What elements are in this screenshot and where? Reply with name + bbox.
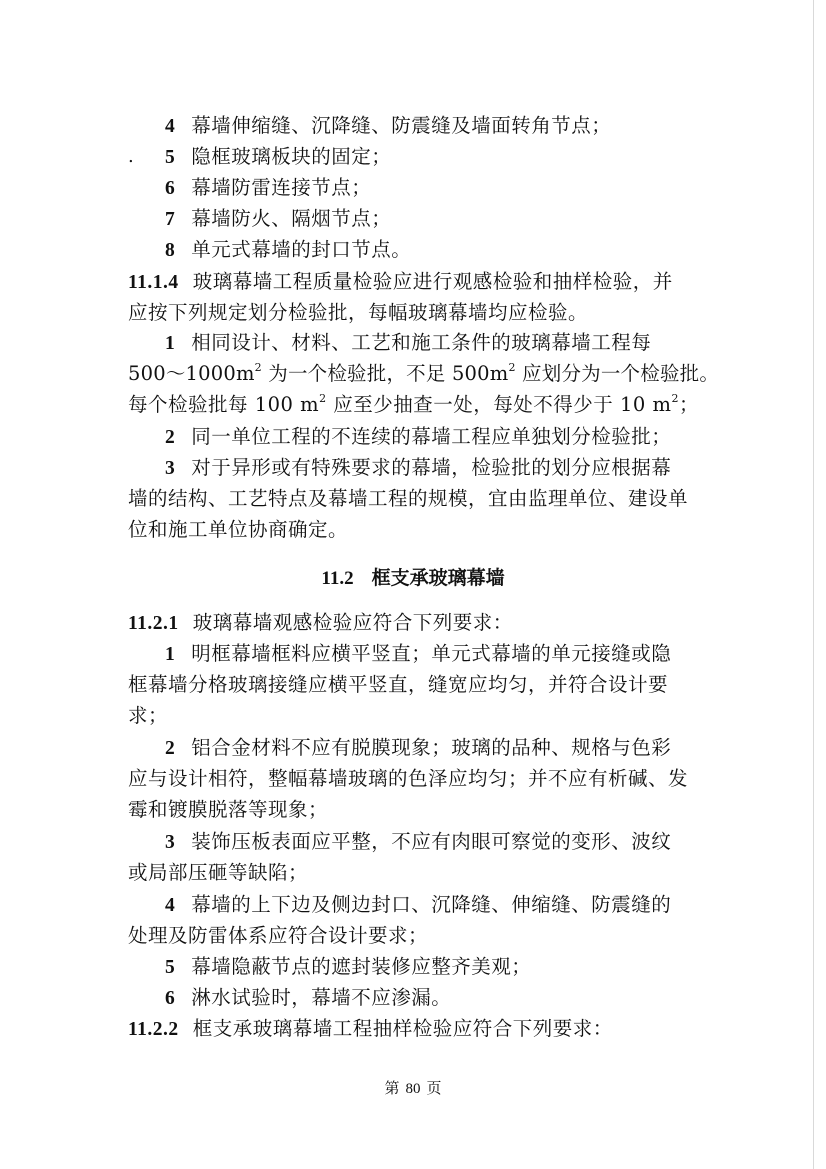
list-item bbox=[165, 950, 720, 984]
superscript: 2 bbox=[254, 360, 262, 374]
item-number: 3 bbox=[165, 458, 176, 479]
paragraph-line: 框幕墙分格玻璃接缝应横平竖直，缝宽应均匀，并符合设计要 bbox=[128, 673, 669, 696]
paragraph-line: 位和施工单位协商确定。 bbox=[128, 518, 349, 541]
clause-11-2-1 bbox=[128, 606, 718, 640]
item-text: 铝合金材料不应有脱膜现象；玻璃的品种、规格与色彩 bbox=[191, 736, 672, 759]
clause-text: 玻璃幕墙工程质量检验应进行观感检验和抽样检验，并 bbox=[192, 270, 673, 293]
list-item bbox=[165, 731, 720, 765]
list-item bbox=[165, 451, 720, 485]
item-number: 4 bbox=[165, 116, 176, 137]
item-number: 1 bbox=[165, 333, 176, 354]
item-text: 相同设计、材料、工艺和施工条件的玻璃幕墙工程每 bbox=[191, 331, 652, 354]
superscript: 2 bbox=[508, 360, 516, 374]
item-number: 1 bbox=[165, 644, 176, 665]
item-text: 对于异形或有特殊要求的幕墙，检验批的划分应根据幕 bbox=[191, 456, 672, 479]
text-run: 应至少抽查一处，每处不得少于 10 m bbox=[326, 393, 672, 416]
text-run: 应划分为一个检验批。 bbox=[515, 362, 720, 385]
item-number: 3 bbox=[165, 832, 176, 853]
item-text: 幕墙防火、隔烟节点； bbox=[191, 207, 392, 230]
list-item bbox=[165, 109, 720, 143]
item-number: 5 bbox=[165, 147, 176, 168]
clause-11-1-4 bbox=[128, 265, 718, 299]
clause-text: 玻璃幕墙观感检验应符合下列要求： bbox=[192, 611, 513, 634]
list-item bbox=[165, 981, 720, 1015]
clause-number: 11.2.1 bbox=[128, 613, 179, 634]
list-item bbox=[165, 202, 720, 236]
paragraph-line: 应与设计相符，整幅幕墙玻璃的色泽应均匀；并不应有析碱、发 bbox=[128, 767, 689, 790]
paragraph-line: 应按下列规定划分检验批，每幅玻璃幕墙均应检验。 bbox=[128, 301, 589, 324]
clause-11-2-2 bbox=[128, 1012, 718, 1046]
margin-mark: . bbox=[128, 146, 134, 167]
item-number: 7 bbox=[165, 209, 176, 230]
section-title: 框支承玻璃幕墙 bbox=[371, 567, 505, 589]
item-text: 淋水试验时，幕墙不应渗漏。 bbox=[191, 986, 452, 1009]
item-number: 4 bbox=[165, 895, 176, 916]
text-run: 每个检验批每 100 m bbox=[128, 393, 320, 416]
item-number: 2 bbox=[165, 427, 176, 448]
list-item bbox=[165, 233, 720, 267]
list-item bbox=[165, 888, 720, 922]
superscript: 2 bbox=[319, 391, 327, 405]
item-text: 幕墙的上下边及侧边封口、沉降缝、伸缩缝、防震缝的 bbox=[191, 893, 672, 916]
list-item bbox=[165, 326, 720, 360]
item-text: 幕墙防雷连接节点； bbox=[191, 176, 372, 199]
item-text: 装饰压板表面应平整，不应有肉眼可察觉的变形、波纹 bbox=[191, 830, 672, 853]
clause-number: 11.1.4 bbox=[128, 272, 179, 293]
section-number: 11.2 bbox=[321, 568, 354, 589]
item-number: 5 bbox=[165, 957, 176, 978]
footer-prefix: 第 bbox=[384, 1079, 400, 1097]
paragraph-line: 霉和镀膜脱落等现象； bbox=[128, 798, 329, 821]
item-number: 6 bbox=[165, 988, 176, 1009]
item-text: 隐框玻璃板块的固定； bbox=[191, 145, 392, 168]
paragraph-line: 墙的结构、工艺特点及幕墙工程的规模，宜由监理单位、建设单 bbox=[128, 487, 689, 510]
footer-suffix: 页 bbox=[426, 1079, 442, 1097]
text-run: 为一个检验批，不足 500m bbox=[261, 362, 509, 385]
paragraph-line: 处理及防雷体系应符合设计要求； bbox=[128, 924, 429, 947]
text-run: 500～1000m bbox=[128, 362, 255, 385]
item-text: 明框幕墙框料应横平竖直；单元式幕墙的单元接缝或隐 bbox=[191, 642, 672, 665]
paragraph-line: 或局部压砸等缺陷； bbox=[128, 861, 309, 884]
list-item bbox=[165, 637, 720, 671]
item-text: 同一单位工程的不连续的幕墙工程应单独划分检验批； bbox=[191, 425, 672, 448]
list-item bbox=[165, 825, 720, 859]
item-number: 6 bbox=[165, 178, 176, 199]
page-number: 80 bbox=[405, 1081, 421, 1097]
list-item bbox=[165, 140, 720, 174]
clause-text: 框支承玻璃幕墙工程抽样检验应符合下列要求： bbox=[192, 1017, 613, 1040]
clause-number: 11.2.2 bbox=[128, 1019, 179, 1040]
section-heading bbox=[0, 561, 826, 595]
paragraph-line: 求； bbox=[128, 704, 169, 727]
page-footer bbox=[0, 1078, 826, 1099]
item-number: 8 bbox=[165, 240, 176, 261]
paragraph-line bbox=[128, 388, 718, 422]
paragraph-line bbox=[128, 357, 718, 391]
item-text: 单元式幕墙的封口节点。 bbox=[191, 238, 412, 261]
list-item bbox=[165, 171, 720, 205]
superscript: 2 bbox=[671, 391, 680, 405]
text-run: ； bbox=[679, 393, 700, 416]
item-text: 幕墙隐蔽节点的遮封装修应整齐美观； bbox=[191, 955, 532, 978]
list-item bbox=[165, 420, 720, 454]
item-number: 2 bbox=[165, 738, 176, 759]
item-text: 幕墙伸缩缝、沉降缝、防震缝及墙面转角节点； bbox=[191, 114, 612, 137]
